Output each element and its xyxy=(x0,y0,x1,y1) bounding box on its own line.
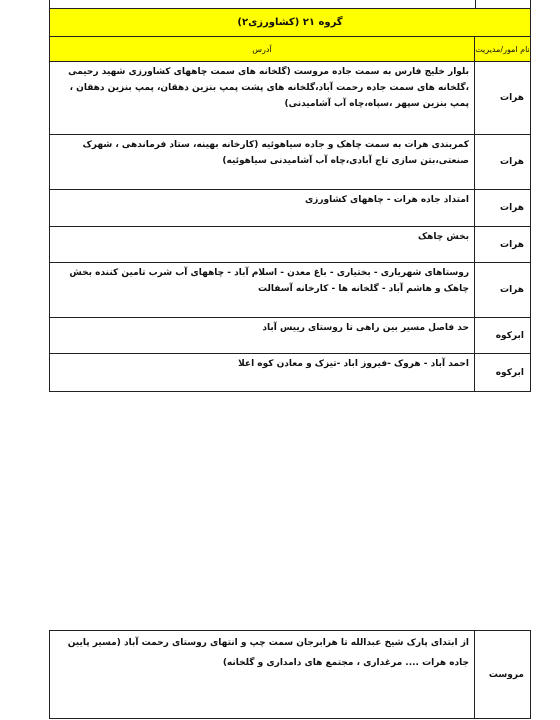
header-name: نام امور/مدیریت xyxy=(475,37,531,62)
row-address: بلوار خلیج فارس به سمت جاده مروست (گلخانه های سمت چاههای کشاورزی شهید رحیمی ،گلخانه های سمت جاده رحمت آباد،گلخانه های پشت پمپ بنزین دهقان، پمپ بنزین دهقان ، پمپ بنزین سپهر ،سپاه،چاه آب آشامیدنی) xyxy=(50,62,475,135)
table-header-row xyxy=(50,37,531,62)
previous-table-edge xyxy=(49,0,531,8)
table-row xyxy=(50,135,531,190)
table-row xyxy=(50,318,531,354)
table-title: گروه ۲۱ (کشاورزی۲) xyxy=(50,9,531,37)
next-page-table xyxy=(49,630,531,719)
row-name: ابرکوه xyxy=(475,318,531,354)
table-row xyxy=(50,263,531,318)
row-name: هرات xyxy=(475,227,531,263)
row-address: امتداد جاده هرات - چاههای کشاورزی xyxy=(50,190,475,227)
row-name: ابرکوه xyxy=(475,354,531,392)
row-address: کمربندی هرات به سمت چاهک و جاده سیاهوئیه (کارخانه بهینه، ستاد فرماندهی ، شهرک صنعتی،بتن سازی تاج آبادی،چاه آب آشامیدنی سیاهوئیه) xyxy=(50,135,475,190)
table-row xyxy=(50,354,531,392)
table-title-row xyxy=(50,9,531,37)
row-name: هرات xyxy=(475,135,531,190)
outage-schedule-table xyxy=(49,8,531,392)
row-address: از ابتدای پارک شیخ عبدالله تا هرابرجان سمت چپ و انتهای روستای رحمت آباد (مسیر پایین جاده هرات .... مرغداری ، مجتمع های دامداری و گلخانه) xyxy=(50,631,475,719)
table-row xyxy=(50,631,531,719)
row-address: بخش چاهک xyxy=(50,227,475,263)
row-address: حد فاصل مسیر بین راهی تا روستای رییس آباد xyxy=(50,318,475,354)
row-address: احمد آباد - هروک -فیروز اباد -تیزک و معادن کوه اعلا xyxy=(50,354,475,392)
table-row xyxy=(50,227,531,263)
row-name: هرات xyxy=(475,190,531,227)
row-name: هرات xyxy=(475,62,531,135)
table-row xyxy=(50,62,531,135)
row-address: روستاهای شهریاری - بختیاری - باغ معدن - اسلام آباد - چاههای آب شرب تامین کننده بخش چاهک و هاشم آباد - گلخانه ها - کارخانه آسفالت xyxy=(50,263,475,318)
row-name: هرات xyxy=(475,263,531,318)
table-row xyxy=(50,190,531,227)
row-name: مروست xyxy=(475,631,531,719)
header-address: آدرس xyxy=(50,37,475,62)
